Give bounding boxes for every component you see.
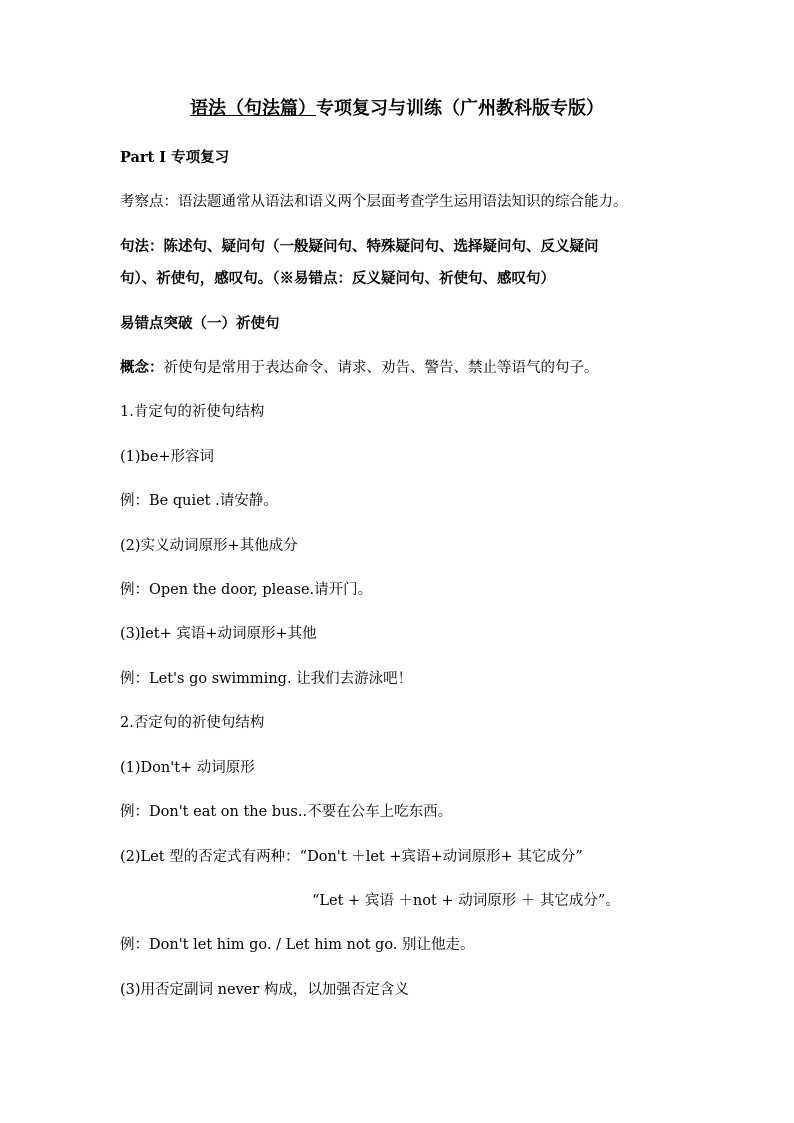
part-heading: Part I 专项复习: [120, 149, 230, 166]
example-open-door: 例：Open the door, please.请开门。: [120, 582, 373, 598]
section-heading: 易错点突破（一）祈使句: [120, 315, 280, 332]
rule-let-negative-form-1: (2)Let 型的否定式有两种：“Don't ＋let +宾语+动词原形+ 其它成分”: [120, 849, 583, 865]
syntax-line-1: 句法：陈述句、疑问句（一般疑问句、特殊疑问句、选择疑问句、反义疑问: [120, 238, 599, 255]
concept-line: [120, 357, 599, 379]
exam-point: 考察点：语法题通常从语法和语义两个层面考查学生运用语法知识的综合能力。: [120, 194, 628, 210]
concept-text: 祈使句是常用于表达命令、请求、劝告、警告、禁止等语气的句子。: [163, 360, 599, 376]
example-lets-go-swimming: 例：Let's go swimming. 让我们去游泳吧！: [120, 671, 413, 687]
rule-be-adjective: (1)be+形容词: [120, 449, 215, 465]
rule-let-object-verb: (3)let+ 宾语+动词原形+其他: [120, 626, 317, 642]
concept-label: 概念：: [120, 359, 164, 376]
title-underlined-part: 语法（句法篇）: [190, 98, 316, 119]
rule-verb-base-form: (2)实义动词原形+其他成分: [120, 538, 298, 554]
example-dont-let-him-go: 例：Don't let him go. / Let him not go. 别让他走。: [120, 937, 475, 953]
rule-dont-verb: (1)Don't+ 动词原形: [120, 760, 255, 776]
document-title: [0, 96, 794, 122]
heading-affirmative-structure: 1.肯定句的祈使句结构: [120, 404, 265, 420]
example-be-quiet: 例：Be quiet .请安静。: [120, 493, 278, 509]
rule-let-negative-form-2: “Let + 宾语 ＋not + 动词原形 ＋ 其它成分”。: [312, 893, 620, 909]
heading-negative-structure: 2.否定句的祈使句结构: [120, 715, 265, 731]
title-rest: 专项复习与训练（广州教科版专版）: [316, 98, 604, 119]
syntax-line-2: 句）、祈使句，感叹句。（※易错点：反义疑问句、祈使句、感叹句）: [120, 270, 555, 287]
rule-never: (3)用否定副词 never 构成，以加强否定含义: [120, 982, 409, 998]
example-dont-eat: 例：Don't eat on the bus..不要在公车上吃东西。: [120, 804, 453, 820]
